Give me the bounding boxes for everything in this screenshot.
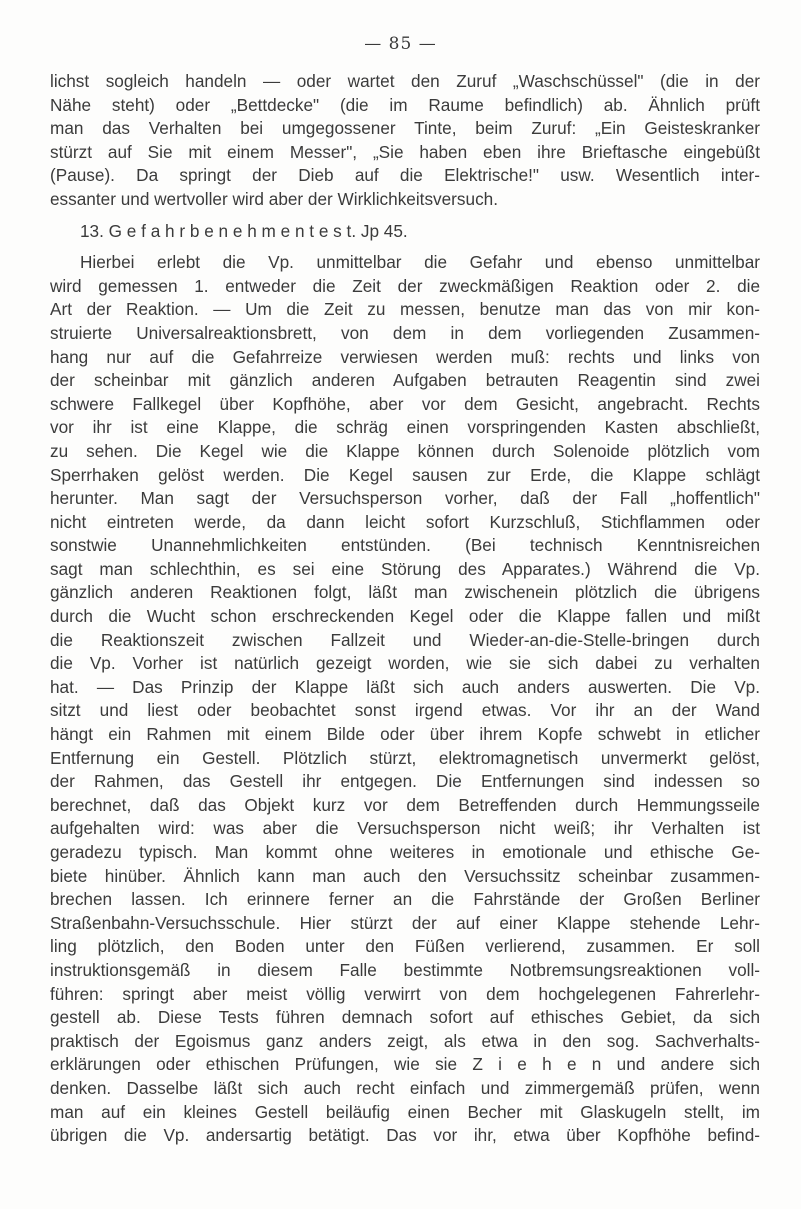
text-line: (Pause). Da springt der Dieb auf die Elektrische!" usw. Wesentlich inter- <box>50 165 760 186</box>
text-line: durch die Wucht schon erschreckenden Kegel oder die Klappe fallen und mißt <box>50 606 760 627</box>
text-line: Hierbei erlebt die Vp. unmittelbar die Gefahr und ebenso unmittelbar <box>80 252 760 273</box>
body-text <box>50 70 760 1148</box>
text-line: struierte Universalreaktionsbrett, von dem in dem vorliegenden Zusammen- <box>50 322 760 343</box>
text-line: sitzt und liest oder beobachtet sonst irgend etwas. Vor ihr an der Wand <box>50 700 760 721</box>
text-line: man auf ein kleines Gestell beiläufig einen Becher mit Glaskugeln stellt, im <box>50 1101 760 1122</box>
text-line: sonstwie Unannehmlichkeiten entstünden. (Bei technisch Kenntnisreichen <box>50 535 760 556</box>
text-line: führen: springt aber meist völlig verwirrt von dem hochgelegenen Fahrerlehr- <box>50 983 760 1004</box>
text-line: vor ihr ist eine Klappe, die schräg einen vorspringenden Kasten abschließt, <box>50 417 760 438</box>
text-line: Sperrhaken gelöst werden. Die Kegel sausen zur Erde, die Klappe schlägt <box>50 464 760 485</box>
text-line: hat. — Das Prinzip der Klappe läßt sich auch anders auswerten. Die Vp. <box>50 676 760 697</box>
text-line: lichst sogleich handeln — oder wartet den Zuruf „Waschschüssel" (die in der <box>50 71 760 91</box>
text-line: essanter und wertvoller wird aber der Wirklichkeitsversuch. <box>50 188 498 209</box>
text-line: Nähe steht) oder „Bettdecke" (die im Raume befindlich) ab. Ähnlich prüft <box>50 94 760 115</box>
text-line: Art der Reaktion. — Um die Zeit zu messen, benutze man das von mir kon- <box>50 299 760 320</box>
text-line: wird gemessen 1. entweder die Zeit der zweckmäßigen Reaktion oder 2. die <box>50 275 760 296</box>
text-line: stürzt auf Sie mit einem Messer", „Sie haben eben ihre Brieftasche eingebüßt <box>50 141 760 162</box>
text-line: nicht eintreten werde, da dann leicht sofort Kurzschluß, Stichflammen oder <box>50 511 760 532</box>
text-line: sagt man schlechthin, es sei eine Störung des Apparates.) Während die Vp. <box>50 558 760 579</box>
text-line: aufgehalten wird: was aber die Versuchsperson nicht weiß; ihr Verhalten ist <box>50 818 760 839</box>
text-line: herunter. Man sagt der Versuchsperson vorher, daß der Fall „hoffentlich" <box>50 488 760 509</box>
text-line: die Reaktionszeit zwischen Fallzeit und Wieder-an-die-Stelle-bringen durch <box>50 629 760 650</box>
text-line: man das Verhalten bei umgegossener Tinte, beim Zuruf: „Ein Geisteskranker <box>50 118 760 139</box>
text-line: Entfernung ein Gestell. Plötzlich stürzt, elektromagnetisch unvermerkt gelöst, <box>50 747 760 768</box>
page-number: — 85 — <box>364 34 437 54</box>
text-line: zu sehen. Die Kegel wie die Klappe können durch Solenoide plötzlich vom <box>50 440 760 461</box>
text-line: schwere Fallkegel über Kopfhöhe, aber vor dem Gesicht, angebracht. Rechts <box>50 393 760 414</box>
text-line: berechnet, daß das Objekt kurz vor dem Betreffenden durch Hemmungsseile <box>50 794 760 815</box>
text-line: praktisch der Egoismus ganz anders zeigt, als etwa in den sog. Sachverhalts- <box>50 1030 760 1051</box>
text-line: instruktionsgemäß in diesem Falle bestimmte Notbremsungsreaktionen voll- <box>50 959 760 980</box>
text-line: erklärungen oder ethischen Prüfungen, wie sie Z i e h e n und andere sich <box>50 1054 760 1075</box>
text-line: denken. Dasselbe läßt sich auch recht einfach und zimmergemäß prüfen, wenn <box>50 1077 760 1098</box>
text-line: brechen lassen. Ich erinnere ferner an die Fahrstände der Großen Berliner <box>50 889 760 910</box>
section-heading: 13. G e f a h r b e n e h m e n t e s t. Jp 45. <box>80 220 408 241</box>
text-line: biete hinüber. Ähnlich kann man auch den Versuchssitz scheinbar zusammen- <box>50 865 760 886</box>
text-line: hang nur auf die Gefahrreize verwiesen werden muß: rechts und links von <box>50 346 760 367</box>
text-line: die Vp. Vorher ist natürlich gezeigt worden, wie sie sich dabei zu verhalten <box>50 653 760 674</box>
text-line: der Rahmen, das Gestell ihr entgegen. Die Entfernungen sind indessen so <box>50 771 760 792</box>
text-line: gänzlich anderen Reaktionen folgt, läßt man zwischenein plötzlich die übrigens <box>50 582 760 603</box>
text-line: hängt ein Rahmen mit einem Bilde oder über ihrem Kopfe schwebt in etlicher <box>50 724 760 745</box>
text-line: übrigen die Vp. andersartig betätigt. Das vor ihr, etwa über Kopfhöhe befind- <box>50 1125 760 1146</box>
text-line: geradezu typisch. Man kommt ohne weiteres in emotionale und ethische Ge- <box>50 842 760 862</box>
text-line: ling plötzlich, den Boden unter den Füßen verlierend, zusammen. Er soll <box>50 936 760 957</box>
text-line: gestell ab. Diese Tests führen demnach sofort auf ethisches Gebiet, da sich <box>50 1007 760 1028</box>
text-line: Straßenbahn-Versuchsschule. Hier stürzt der auf einer Klappe stehende Lehr- <box>50 912 760 933</box>
text-line: der scheinbar mit gänzlich anderen Aufgaben betrauten Reagentin sind zwei <box>50 370 760 391</box>
